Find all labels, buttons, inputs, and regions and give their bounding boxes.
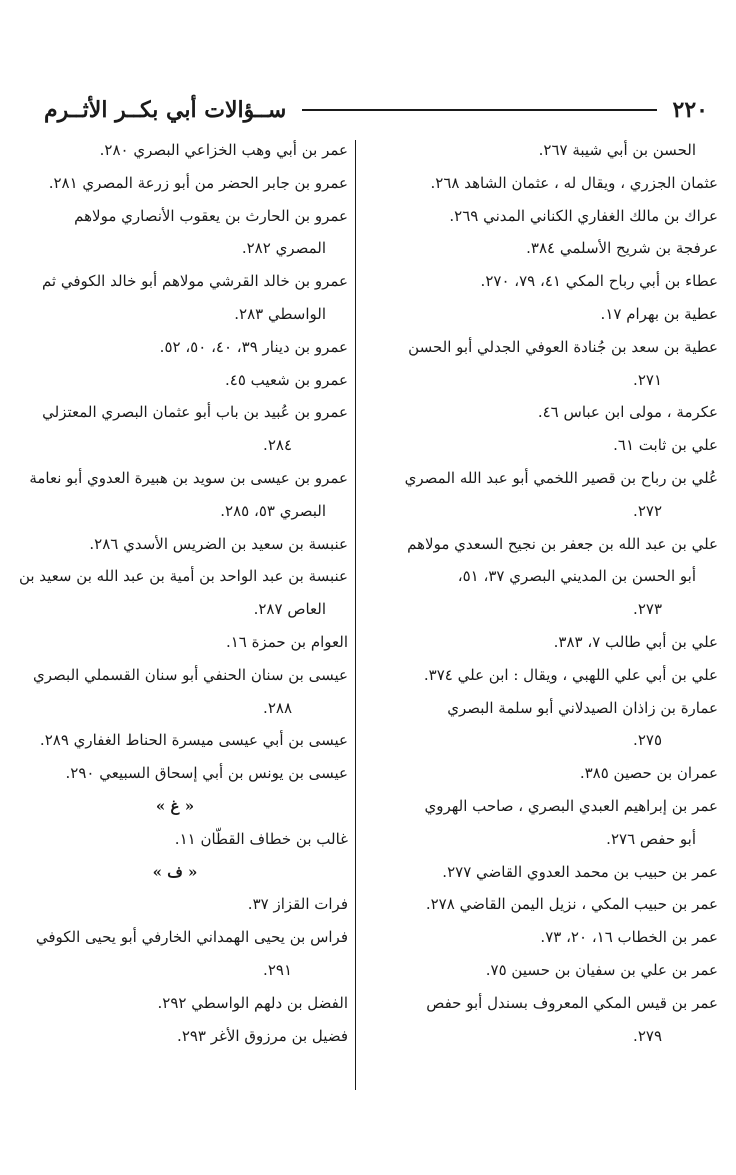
index-entry-line: عمرو بن الحارث بن يعقوب الأنصاري مولاهم	[74, 206, 348, 225]
index-entry-line: فراس بن يحيى الهمداني الخارفي أبو يحيى الكوفي	[35, 928, 348, 947]
index-entry-line: المصري ٢٨٢.	[241, 239, 326, 258]
index-columns	[10, 134, 718, 1134]
index-entry-line: علي بن أبي طالب ٧، ٣٨٣.	[553, 632, 718, 651]
index-entry-line: ٢٧٥.	[633, 731, 662, 750]
index-entry-line: أبو حفص ٢٧٦.	[606, 829, 696, 848]
index-entry-line: غالب بن خطاف القطّان ١١.	[174, 829, 348, 848]
index-entry-line: عمرو بن عُبيد بن باب أبو عثمان البصري المعتزلي	[42, 403, 348, 422]
index-entry-line: عمرو بن شعيب ٤٥.	[224, 370, 348, 389]
index-entry-line: الفضل بن دلهم الواسطي ٢٩٢.	[157, 993, 348, 1012]
index-entry-line: عيسى بن أبي عيسى ميسرة الحناط الغفاري ٢٨٩.	[39, 731, 348, 750]
index-entry-line: العاص ٢٨٧.	[253, 600, 326, 619]
index-entry-line: عثمان الجزري ، ويقال له ، عثمان الشاهد ٢٦٨.	[430, 173, 718, 192]
index-entry-line: عمر بن حبيب المكي ، نزيل اليمن القاضي ٢٧٨.	[425, 895, 718, 914]
index-entry-line: عطية بن بهرام ١٧.	[600, 304, 718, 323]
index-entry-line: علي بن ثابت ٦١.	[613, 436, 718, 455]
index-entry-line: ٢٧٢.	[633, 501, 662, 520]
index-entry-line: عنبسة بن سعيد بن الضريس الأسدي ٢٨٦.	[89, 534, 348, 553]
index-entry-line: عمر بن الخطاب ١٦، ٢٠، ٧٣.	[540, 928, 718, 947]
index-entry-line: ٢٧٣.	[633, 600, 662, 619]
index-entry-line: أبو الحسن بن المديني البصري ٣٧، ٥١،	[457, 567, 696, 586]
index-entry-line: عمر بن قيس المكي المعروف بسندل أبو حفص	[426, 993, 718, 1012]
page-number: ٢٢٠	[672, 97, 708, 123]
index-entry-line: عيسى بن سنان الحنفي أبو سنان القسملي البصري	[33, 665, 348, 684]
index-entry-line: البصري ٥٣، ٢٨٥.	[220, 501, 326, 520]
index-entry-line: علي بن عبد الله بن جعفر بن نجيح السعدي مولاهم	[407, 534, 718, 553]
index-entry-line: عمر بن أبي وهب الخزاعي البصري ٢٨٠.	[99, 141, 348, 159]
index-entry-line: فضيل بن مرزوق الأغر ٢٩٣.	[177, 1026, 348, 1045]
index-entry-line: عمر بن علي بن سفيان بن حسين ٧٥.	[485, 960, 718, 979]
section-letter-heading: « غ »	[155, 796, 195, 815]
index-entry-line: عرفجة بن شريح الأسلمي ٣٨٤.	[526, 239, 718, 258]
running-title: ســؤالات أبي بكــر الأثــرم	[44, 97, 287, 123]
index-entry-line: عُلي بن رباح بن قصير اللخمي أبو عبد الله المصري	[404, 468, 718, 487]
header-rule	[302, 109, 656, 111]
index-entry-line: ٢٧٩.	[633, 1026, 662, 1045]
index-entry-line: الواسطي ٢٨٣.	[234, 304, 326, 323]
index-entry-line: عمرو بن عيسى بن سويد بن هبيرة العدوي أبو نعامة	[29, 468, 348, 487]
index-entry-line: عطاء بن أبي رباح المكي ٤١، ٧٩، ٢٧٠.	[480, 272, 718, 291]
left-column	[2, 134, 348, 1094]
index-entry-line: الحسن بن أبي شيبة ٢٦٧.	[538, 141, 696, 159]
index-entry-line: عمرو بن خالد القرشي مولاهم أبو خالد الكوفي ثم	[41, 272, 348, 291]
index-entry-line: عمرو بن جابر الحضر من أبو زرعة المصري ٢٨١.	[48, 173, 348, 192]
index-entry-line: ٢٨٨.	[263, 698, 292, 717]
page-header	[44, 92, 708, 128]
index-entry-line: فرات القزاز ٣٧.	[247, 895, 348, 914]
index-entry-line: عكرمة ، مولى ابن عباس ٤٦.	[537, 403, 718, 422]
index-entry-line: عمارة بن زاذان الصيدلاني أبو سلمة البصري	[447, 698, 718, 717]
index-entry-line: علي بن أبي علي اللهبي ، ويقال : ابن علي ٣٧٤.	[423, 665, 718, 684]
column-divider	[355, 140, 356, 1090]
index-entry-line: عنبسة بن عبد الواحد بن أمية بن عبد الله بن سعيد بن	[18, 567, 348, 586]
index-entry-line: عطية بن سعد بن جُنادة العوفي الجدلي أبو الحسن	[408, 337, 718, 356]
index-entry-line: ٢٩١.	[263, 960, 292, 979]
section-letter-heading: « ف »	[152, 862, 198, 881]
index-entry-line: عمرو بن دينار ٣٩، ٤٠، ٥٠، ٥٢.	[159, 337, 348, 356]
index-entry-line: ٢٧١.	[633, 370, 662, 389]
index-entry-line: عمر بن حبيب بن محمد العدوي القاضي ٢٧٧.	[442, 862, 718, 881]
index-entry-line: عمر بن إبراهيم العبدي البصري ، صاحب الهروي	[424, 796, 718, 815]
index-entry-line: عمران بن حصين ٣٨٥.	[579, 764, 718, 783]
right-column	[364, 134, 718, 1094]
index-entry-line: ٢٨٤.	[263, 436, 292, 455]
index-entry-line: عيسى بن يونس بن أبي إسحاق السبيعي ٢٩٠.	[65, 764, 348, 783]
index-entry-line: عراك بن مالك الغفاري الكناني المدني ٢٦٩.	[449, 206, 718, 225]
index-entry-line: العوام بن حمزة ١٦.	[225, 632, 348, 651]
